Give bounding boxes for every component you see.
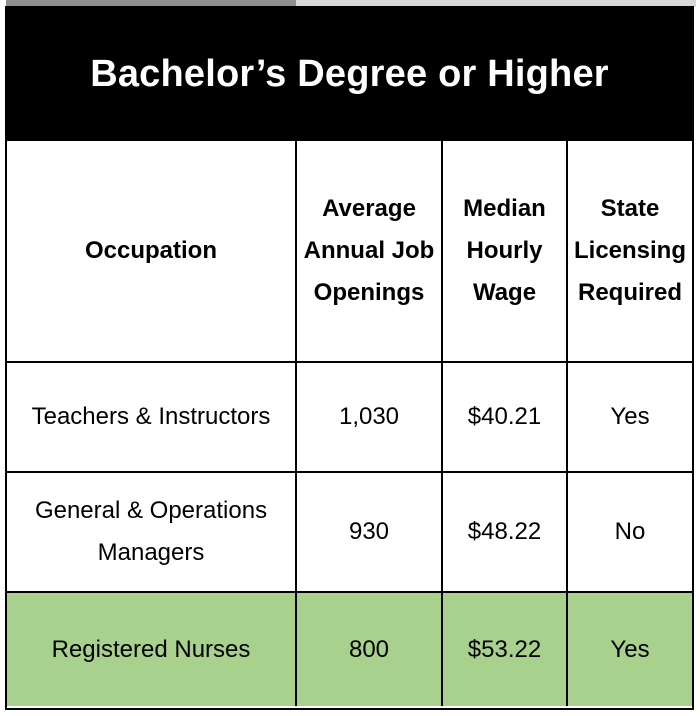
openings-cell: 1,030	[296, 362, 442, 472]
occupation-table	[7, 141, 692, 706]
column-header-occupation: Occupation	[7, 141, 296, 362]
table-title: Bachelor’s Degree or Higher	[7, 8, 692, 141]
table-row	[7, 362, 692, 472]
wage-cell: $53.22	[442, 592, 567, 706]
table-row	[7, 472, 692, 592]
occupation-cell: General & Operations Managers	[7, 472, 296, 592]
table-frame	[5, 6, 694, 710]
openings-cell: 930	[296, 472, 442, 592]
wage-cell: $40.21	[442, 362, 567, 472]
column-header-licensing: State Licensing Required	[567, 141, 692, 362]
licensing-cell: Yes	[567, 592, 692, 706]
licensing-cell: No	[567, 472, 692, 592]
wage-cell: $48.22	[442, 472, 567, 592]
occupation-cell: Teachers & Instructors	[7, 362, 296, 472]
openings-cell: 800	[296, 592, 442, 706]
licensing-cell: Yes	[567, 362, 692, 472]
header-row	[7, 141, 692, 362]
column-header-job-openings: Average Annual Job Openings	[296, 141, 442, 362]
column-header-hourly-wage: Median Hourly Wage	[442, 141, 567, 362]
table-row-highlighted	[7, 592, 692, 706]
occupation-cell: Registered Nurses	[7, 592, 296, 706]
